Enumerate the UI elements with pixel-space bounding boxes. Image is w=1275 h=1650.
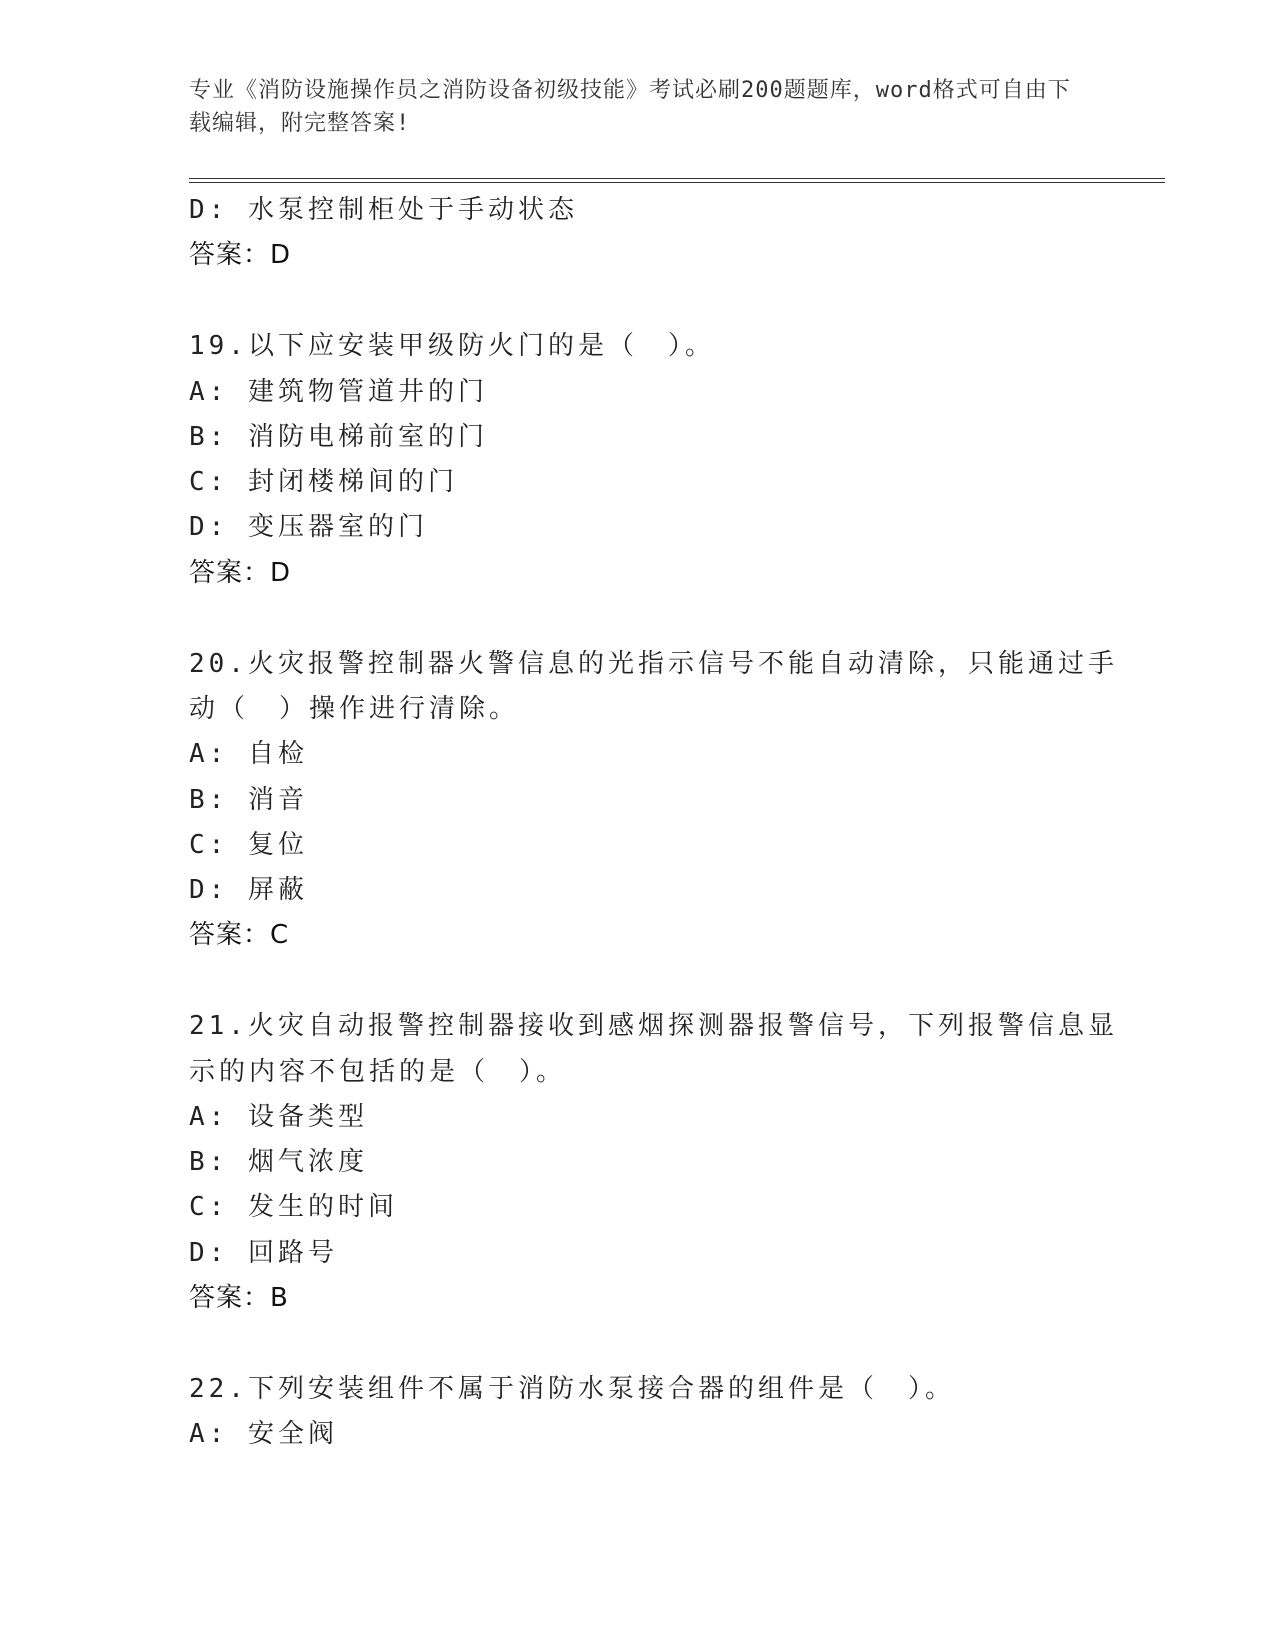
option-b: B: 烟气浓度 — [189, 1147, 368, 1177]
option-a: A: 设备类型 — [189, 1102, 368, 1132]
question-21-line1: 21.火灾自动报警控制器接收到感烟探测器报警信号，下列报警信息显 — [189, 1011, 1118, 1041]
header-divider-bottom — [189, 182, 1165, 183]
question-21-line2: 示的内容不包括的是（ ）。 — [189, 1057, 567, 1087]
answer: 答案：D — [189, 558, 292, 588]
option-c: C: 复位 — [189, 830, 308, 860]
option-d: D: 屏蔽 — [189, 875, 308, 905]
option-d: D: 回路号 — [189, 1238, 338, 1268]
option-b: B: 消防电梯前室的门 — [189, 422, 488, 452]
answer: 答案：B — [189, 1283, 289, 1313]
header-divider-top — [189, 178, 1165, 179]
question-19: 19.以下应安装甲级防火门的是（ ）。 — [189, 331, 715, 361]
option-c: C: 发生的时间 — [189, 1192, 398, 1222]
answer: 答案：C — [189, 920, 290, 950]
option-d: D: 水泵控制柜处于手动状态 — [189, 195, 578, 225]
answer: 答案：D — [189, 240, 292, 270]
option-c: C: 封闭楼梯间的门 — [189, 467, 458, 497]
option-d: D: 变压器室的门 — [189, 512, 428, 542]
question-20-line2: 动（ ）操作进行清除。 — [189, 694, 520, 724]
option-b: B: 消音 — [189, 785, 308, 815]
option-a: A: 安全阀 — [189, 1419, 338, 1449]
option-a: A: 建筑物管道井的门 — [189, 377, 488, 407]
option-a: A: 自检 — [189, 739, 308, 769]
document-header: 专业《消防设施操作员之消防设备初级技能》考试必刷200题题库，word格式可自由下载编辑，附完整答案! — [189, 78, 1071, 136]
question-20-line1: 20.火灾报警控制器火警信息的光指示信号不能自动清除，只能通过手 — [189, 649, 1118, 679]
question-22: 22.下列安装组件不属于消防水泵接合器的组件是（ ）。 — [189, 1374, 955, 1404]
